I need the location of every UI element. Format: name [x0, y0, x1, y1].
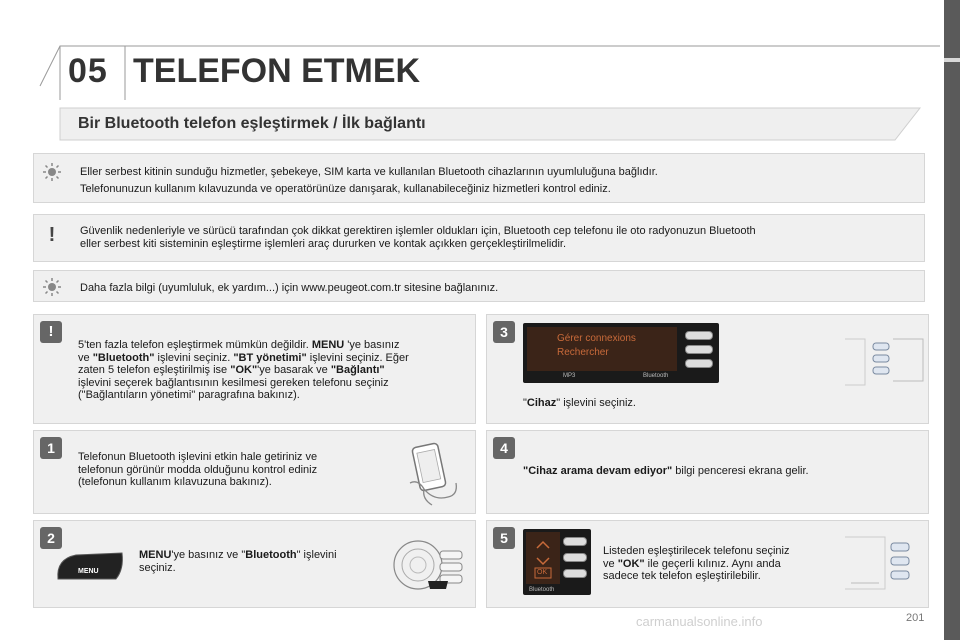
step-1-box	[33, 430, 476, 514]
chapter-tab-strip	[944, 0, 960, 640]
display-side-button	[563, 537, 587, 546]
chapter-tab-marker	[944, 58, 960, 62]
lightbulb-icon	[42, 277, 62, 297]
display-menu-item: Gérer connexions	[557, 333, 636, 344]
step-number: 2	[40, 527, 62, 549]
tip-text-line1: Eller serbest kitinin sunduğu hizmetler, şebekeye, SIM karta ve kullanılan Bluetooth cihazlarının uyumluluğuna bağlıdır.	[80, 166, 658, 178]
radio-display-screen	[523, 323, 719, 383]
step-5-box	[486, 520, 929, 608]
step-warning-text: 5'ten fazla telefon eşleştirmek mümkün değildir. MENU 'ye basınız ve "Bluetooth" işlevini seçiniz. "BT yönetimi" işlevini seçiniz. Eğer zaten 5 telefon eşleştirilmiş ise "OK"'ye basarak ve "Bağlantı" işlevini seçerek bağlantısının kesilmesi gereken telefonu seçiniz ("Bağlantıların yönetimi" paragrafına bakınız).	[78, 339, 409, 401]
tip-note-website	[33, 270, 925, 302]
step-3-text: "Cihaz" işlevini seçiniz.	[523, 397, 636, 409]
step-number: 1	[40, 437, 62, 459]
step-5-text: Listeden eşleştirilecek telefonu seçiniz ve "OK" ile geçerli kılınız. Aynı anda sadece tek telefon eşleştirilebilir.	[603, 545, 790, 582]
step-4-text: "Cihaz arama devam ediyor" bilgi penceresi ekrana gelir.	[523, 465, 809, 477]
tip-text-line2: Telefonunuzun kullanım kılavuzunda ve operatörünüze danışarak, kullanabileceğiniz hizmetleri kontrol ediniz.	[80, 183, 611, 195]
warning-note-safety	[33, 214, 925, 262]
chapter-title: TELEFON ETMEK	[133, 52, 421, 90]
step-1-text: Telefonun Bluetooth işlevini etkin hale getiriniz ve telefonun görünür modda olduğunu kontrol ediniz (telefonun kullanım kılavuzuna bakınız).	[78, 451, 318, 488]
step-number: 4	[493, 437, 515, 459]
exclamation-icon: !	[40, 321, 62, 343]
list-arrows-icon	[526, 532, 560, 584]
exclamation-icon: !	[48, 224, 56, 246]
warning-text-line2: eller serbest kiti sisteminin eşleştirme işlemleri araç dururken ve kontak açıkken gerçekleştirilmelidir.	[80, 238, 567, 250]
display-status-mp3: MP3	[563, 373, 576, 379]
radio-buttons-detail-icon	[839, 329, 925, 393]
warning-text-line1: Güvenlik nedenleriyle ve sürücü tarafından çok dikkat gerektiren işlemler oldukları için, Bluetooth cep telefonu ile oto radyonuzun Bluetooth	[80, 225, 756, 237]
step-warning-box	[33, 314, 476, 424]
menu-key-icon	[52, 549, 128, 585]
display-status-bluetooth: Bluetooth	[529, 587, 555, 593]
step-3-box	[486, 314, 929, 424]
tip2-text-line1: Daha fazla bilgi (uyumluluk, ek yardım...) için www.peugeot.com.tr sitesine bağlanınız.	[80, 282, 499, 294]
display-side-button	[685, 331, 713, 340]
tip-note-compatibility	[33, 153, 925, 203]
watermark: carmanualsonline.info	[636, 614, 763, 629]
display-area	[527, 327, 677, 371]
phone-in-hand-icon	[404, 439, 464, 509]
display-side-button	[563, 569, 587, 578]
chapter-number: 05	[68, 52, 108, 90]
display-status-bluetooth: Bluetooth	[643, 373, 669, 379]
display-ok-label: OK	[537, 569, 548, 576]
display-menu-item-selected: Rechercher	[557, 347, 609, 358]
display-side-button	[685, 345, 713, 354]
display-area	[526, 532, 560, 584]
display-side-button	[685, 359, 713, 368]
display-side-button	[563, 553, 587, 562]
page-number: 201	[906, 612, 925, 624]
svg-text:MENU: MENU	[78, 568, 99, 575]
lightbulb-icon	[42, 162, 62, 182]
step-2-text: MENU'ye basınız ve "Bluetooth" işlevini seçiniz.	[139, 549, 337, 574]
radio-display-screen-small	[523, 529, 591, 595]
step-number: 3	[493, 321, 515, 343]
section-title: Bir Bluetooth telefon eşleştirmek / İlk bağlantı	[78, 115, 426, 132]
step-number: 5	[493, 527, 515, 549]
step-2-box	[33, 520, 476, 608]
radio-buttons-detail-icon	[839, 529, 925, 601]
radio-control-panel-icon	[392, 529, 472, 601]
step-4-box	[486, 430, 929, 514]
